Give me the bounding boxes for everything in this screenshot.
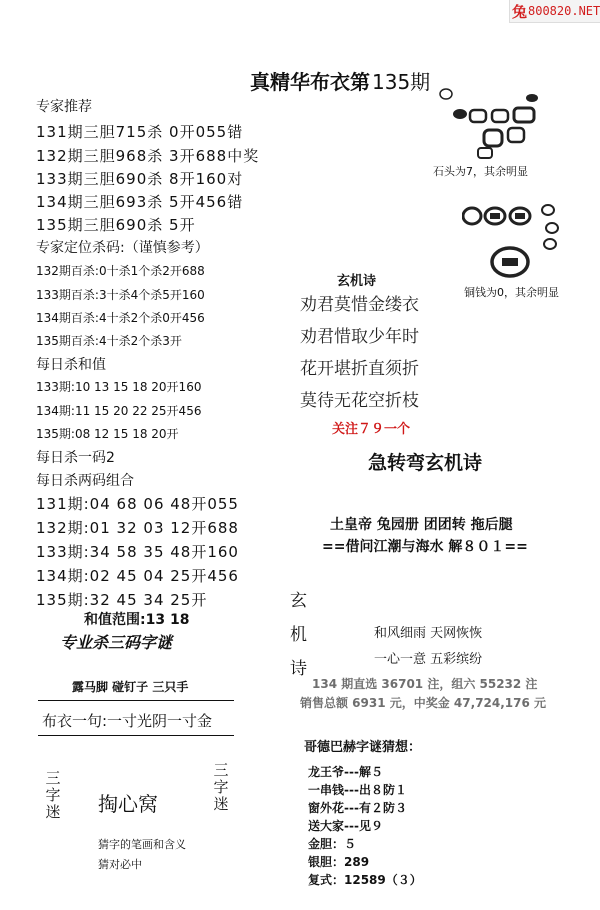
daily-sum-row: 135期:08 12 15 18 20开	[36, 427, 179, 441]
xuanji-line-2: 一心一意 五彩缤纷	[374, 652, 483, 667]
pro-kill-title: 专业杀三码字谜	[60, 633, 173, 652]
kill-two-heading: 每日杀两码组合	[36, 473, 134, 489]
clue-line-1: 土皇帝 兔园册 团团转 拖后腿	[330, 517, 513, 533]
position-kill-heading: 专家定位杀码:（谨慎参考）	[36, 240, 209, 256]
expert-row: 131期三胆715杀 0开055错	[36, 123, 244, 141]
goethe-row: 送大家---见９	[308, 819, 383, 833]
coin-drawing	[462, 204, 572, 282]
expert-heading: 专家推荐	[36, 99, 92, 115]
xuanji-line-1: 和风细雨 天网恢恢	[374, 626, 483, 641]
clue-line-2: ==借问江潮与海水 解８０１==	[322, 539, 528, 555]
puzzle-poem-title: 急转弯玄机诗	[368, 452, 483, 474]
title-issue: 135期	[372, 70, 431, 94]
expert-row: 132期三胆968杀 3开688中奖	[36, 147, 260, 165]
poem-line: 劝君惜取少年时	[300, 327, 419, 347]
position-kill-row: 132期百杀:0十杀1个杀2开688	[36, 264, 205, 278]
watermark-char: 兔	[512, 3, 528, 21]
poem-line: 花开堪折直须折	[300, 359, 419, 379]
watermark-site: 800820.NET	[528, 4, 600, 18]
kill-two-row: 131期:04 68 06 48开055	[36, 495, 239, 513]
position-kill-row: 135期百杀:4十杀2个杀3开	[36, 334, 182, 348]
stone-figure	[432, 86, 552, 160]
riddle-side-left-text: 三 字 迷	[45, 769, 61, 821]
goethe-row: 一串钱---出８防１	[308, 783, 407, 797]
riddle-hints: 露马脚 碰钉子 三只手	[72, 680, 189, 694]
daily-sum-row: 133期:10 13 15 18 20开160	[36, 380, 202, 394]
kill-two-row: 134期:02 45 04 25开456	[36, 567, 239, 585]
page-title	[250, 66, 430, 95]
position-kill-row: 134期百杀:4十杀2个杀0开456	[36, 311, 205, 325]
xuanji-char: 机	[290, 625, 307, 645]
expert-row: 134期三胆693杀 5开456错	[36, 193, 244, 211]
kill-two-row: 132期:01 32 03 12开688	[36, 519, 239, 537]
sales-line-1: 134 期直选 36701 注，组六 55232 注	[312, 677, 538, 691]
goethe-heading: 哥德巴赫字谜猜想：	[304, 740, 422, 755]
one-line-tip: 布衣一句:一寸光阴一寸金	[42, 712, 213, 730]
goethe-row: 复式：12589（３）	[308, 873, 422, 887]
poem-line: 莫待无花空折枝	[300, 391, 419, 411]
divider	[38, 735, 234, 736]
daily-sum-row: 134期:11 15 20 22 25开456	[36, 404, 202, 418]
stone-caption: 石头为7，其余明显	[433, 165, 528, 178]
poem-line: 劝君莫惜金缕衣	[300, 295, 419, 315]
expert-row: 135期三胆690杀 5开	[36, 216, 196, 234]
follow-hint: 关注７９一个	[332, 422, 411, 437]
kill-two-row: 133期:34 58 35 48开160	[36, 543, 239, 561]
riddle-side-left	[44, 770, 62, 821]
xuanji-char: 诗	[290, 659, 307, 679]
kill-one-code: 每日杀一码2	[36, 450, 115, 466]
goethe-row: 龙王爷---解５	[308, 765, 383, 779]
riddle-note-1: 猜字的笔画和含义	[98, 838, 186, 851]
poem-heading: 玄机诗	[337, 274, 377, 289]
expert-row: 133期三胆690杀 8开160对	[36, 170, 244, 188]
stone-drawing	[432, 86, 552, 160]
sum-range: 和值范围:13 18	[84, 612, 190, 628]
position-kill-row: 133期百杀:3十杀4个杀5开160	[36, 288, 205, 302]
kill-two-row: 135期:32 45 34 25开	[36, 591, 208, 609]
coin-figure	[462, 204, 572, 282]
title-main: 真精华布衣第	[250, 70, 370, 94]
sales-line-2: 销售总额 6931 元，中奖金 47,724,176 元	[300, 696, 547, 710]
riddle-side-right-text: 三 字 迷	[213, 761, 229, 813]
daily-sum-heading: 每日杀和值	[36, 357, 106, 373]
coin-caption: 铜钱为0，其余明显	[464, 286, 559, 299]
goethe-row: 金胆：５	[308, 837, 357, 851]
site-watermark	[509, 0, 600, 23]
goethe-row: 银胆：289	[308, 855, 370, 869]
divider	[38, 700, 234, 701]
riddle-side-right	[212, 762, 230, 813]
riddle-answer: 掏心窝	[98, 792, 158, 816]
riddle-note-2: 猜对必中	[98, 858, 142, 871]
goethe-row: 窗外花---有２防３	[308, 801, 407, 815]
xuanji-char: 玄	[290, 591, 307, 611]
